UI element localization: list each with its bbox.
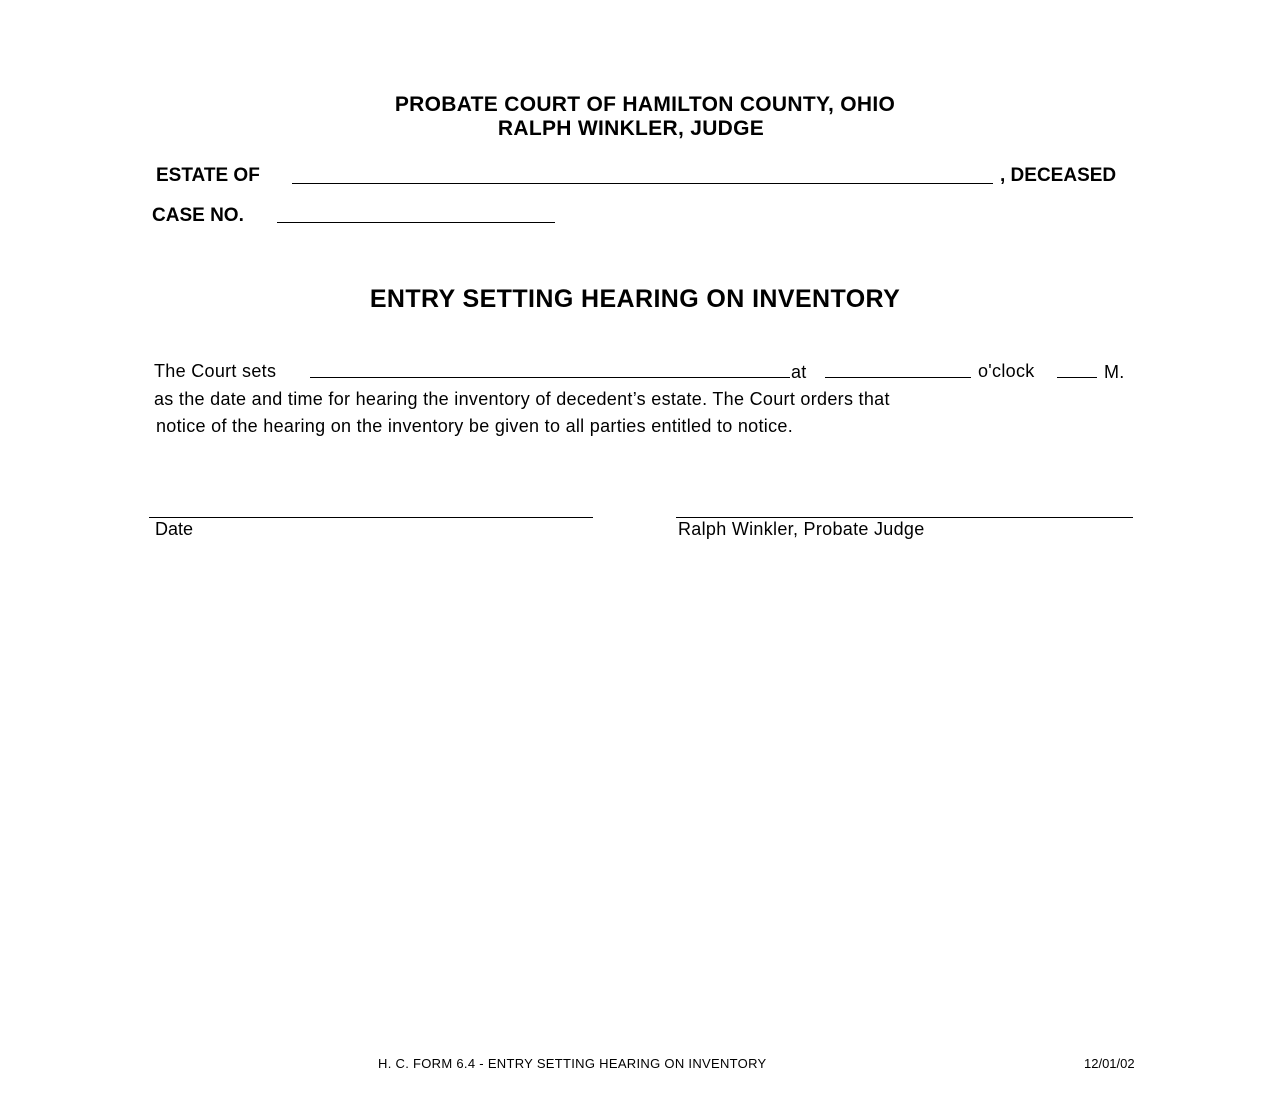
form-title: ENTRY SETTING HEARING ON INVENTORY bbox=[369, 285, 901, 313]
estate-of-label: ESTATE OF bbox=[156, 165, 260, 186]
deceased-label: , DECEASED bbox=[1000, 165, 1117, 186]
oclock-label: o'clock bbox=[978, 361, 1035, 381]
judge-signature-caption: Ralph Winkler, Probate Judge bbox=[678, 519, 925, 539]
meridiem-label: M. bbox=[1104, 362, 1125, 382]
hearing-date-field[interactable] bbox=[310, 377, 790, 378]
case-number-field[interactable] bbox=[277, 222, 555, 223]
judge-signature-field[interactable] bbox=[676, 517, 1133, 518]
footer-form-label: H. C. FORM 6.4 - ENTRY SETTING HEARING ON INVENTORY bbox=[378, 1056, 767, 1071]
footer-revision-date: 12/01/02 bbox=[1084, 1056, 1135, 1071]
at-label: at bbox=[791, 362, 807, 382]
court-name: PROBATE COURT OF HAMILTON COUNTY, OHIO bbox=[394, 93, 896, 116]
court-sets-label: The Court sets bbox=[154, 361, 277, 381]
body-text-line: as the date and time for hearing the inventory of decedent’s estate. The Court orders that bbox=[154, 389, 890, 409]
signature-date-field[interactable] bbox=[149, 517, 593, 518]
judge-name: RALPH WINKLER, JUDGE bbox=[497, 117, 765, 140]
body-text-line: notice of the hearing on the inventory be given to all parties entitled to notice. bbox=[156, 416, 793, 436]
estate-name-field[interactable] bbox=[292, 183, 993, 184]
am-pm-field[interactable] bbox=[1057, 377, 1097, 378]
hearing-time-field[interactable] bbox=[825, 377, 971, 378]
case-number-label: CASE NO. bbox=[152, 205, 244, 226]
date-caption: Date bbox=[155, 519, 194, 539]
